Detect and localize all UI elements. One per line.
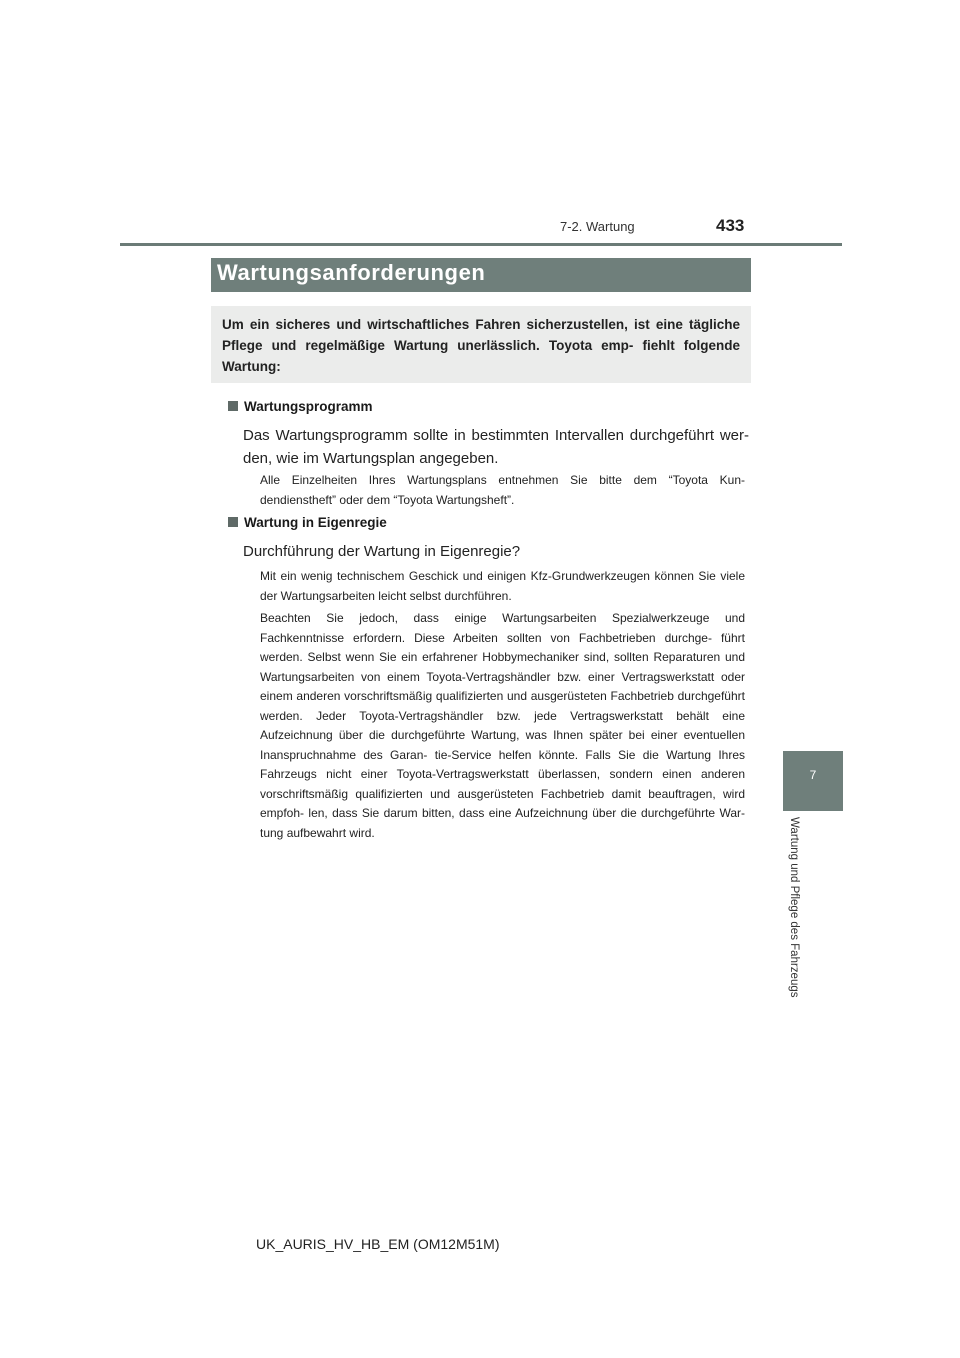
chapter-tab: [783, 751, 843, 811]
chapter-label: Wartung und Pflege des Fahrzeugs: [788, 817, 800, 998]
section-note: Alle Einzelheiten Ihres Wartungsplans entnehmen Sie bitte dem “Toyota Kun- dendienstheft” oder dem “Toyota Wartungsheft”.: [260, 473, 745, 507]
chapter-number: 7: [809, 768, 817, 782]
page-number: 433: [716, 216, 745, 235]
section-label: 7-2. Wartung: [560, 219, 635, 234]
intro-text: Um ein sicheres und wirtschaftliches Fahren sicherzustellen, ist eine tägliche Pflege und regelmäßige Wartung unerlässlich. Toyota emp- fiehlt folgende Wartung:: [222, 317, 740, 374]
section-question: Durchführung der Wartung in Eigenregie?: [243, 543, 521, 560]
section-question: Das Wartungsprogramm sollte in bestimmten Intervallen durchgeführt wer- den, wie im Wartungsplan angegeben.: [243, 427, 749, 467]
section-heading-eigenregie: [228, 515, 387, 530]
footer-code: UK_AURIS_HV_HB_EM (OM12M51M): [256, 1236, 500, 1252]
square-bullet-icon: [228, 517, 238, 527]
section-note: Beachten Sie jedoch, dass einige Wartungsarbeiten Spezialwerkzeuge und Fachkenntnisse erfordern. Diese Arbeiten sollten von Fachbetrieben durchge- führt werden. Selbst wenn Sie ein erfahrener Hobbymechaniker sind, sollten Reparaturen und Wartungsarbeiten von einem Toyota-Vertragshändler bzw. einer Vertragswerkstatt oder einem anderen vorschriftsmäßig qualifizierten und ausgerüsteten Fachbetrieb durchgeführt werden. Jeder Toyota-Vertragshändler bzw. jede Vertragswerkstatt behält eine Aufzeichnung über die durchgeführte Wartung, was Ihnen später bei einer eventuellen Inanspruchnahme des Garan- tie-Service helfen könnte. Falls Sie die Wartung Ihres Fahrzeugs nicht einer Toyota-Vertragswerkstatt überlassen, sondern einen anderen vorschriftsmäßig qualifizierten und ausgerüsteten Fachbetrieb damit beauftragen, wird empfoh- len, dass Sie darum bitten, dass eine Aufzeichnung über die durchgeführte War- tung aufbewahrt wird.: [260, 611, 745, 840]
title-bar: [211, 258, 751, 292]
square-bullet-icon: [228, 401, 238, 411]
intro-box: [211, 306, 751, 383]
page-title: Wartungsanforderungen: [217, 260, 486, 285]
section-heading-label: Wartung in Eigenregie: [244, 515, 387, 530]
chapter-label-wrap: [770, 817, 810, 1027]
section-note: Mit ein wenig technischem Geschick und einigen Kfz-Grundwerkzeugen können Sie viele der Wartungsarbeiten leicht selbst durchführen.: [260, 569, 745, 603]
section-heading-wartungsprogramm: [228, 399, 373, 414]
section-heading-label: Wartungsprogramm: [244, 399, 373, 414]
header-rule: [120, 243, 842, 246]
